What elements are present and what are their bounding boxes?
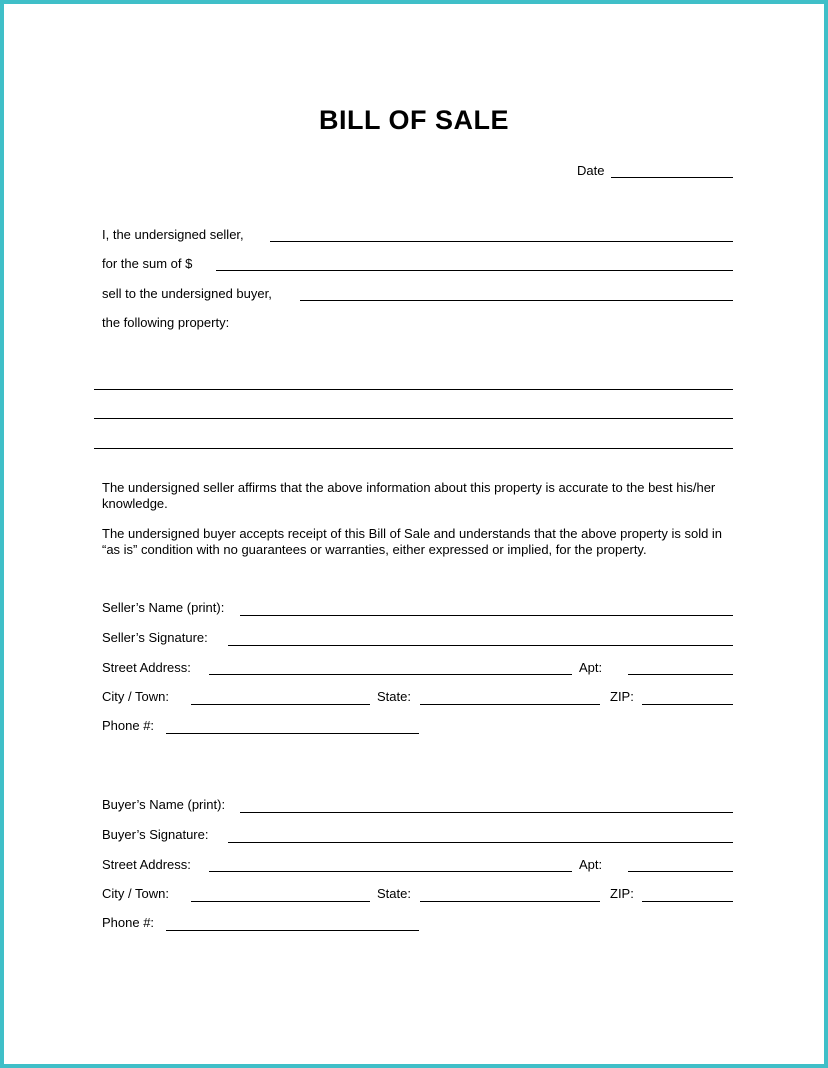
buyer-apt-label: Apt:: [579, 857, 603, 872]
seller-phone-label: Phone #:: [102, 718, 155, 733]
sum-field[interactable]: [216, 270, 733, 271]
seller-city-label: City / Town:: [102, 689, 169, 704]
property-label: the following property:: [102, 315, 230, 330]
page-title: BILL OF SALE: [318, 105, 509, 135]
date-field[interactable]: [611, 177, 733, 178]
buyer-phone-field[interactable]: [166, 930, 419, 931]
seller-signature-field[interactable]: [228, 645, 733, 646]
buyer-state-label: State:: [377, 886, 411, 901]
property-line-1[interactable]: [94, 389, 733, 390]
seller-state-field[interactable]: [420, 704, 600, 705]
seller-state-label: State:: [377, 689, 411, 704]
seller-apt-field[interactable]: [628, 674, 733, 675]
date-label: Date: [577, 163, 605, 178]
seller-affirmation: The undersigned seller affirms that the above information about this property is accurate to the best his/her knowledge.: [102, 480, 716, 511]
seller-zip-field[interactable]: [642, 704, 733, 705]
seller-signature-label: Seller’s Signature:: [102, 630, 208, 645]
seller-phone-field[interactable]: [166, 733, 419, 734]
seller-apt-label: Apt:: [579, 660, 603, 675]
seller-city-field[interactable]: [191, 704, 370, 705]
buyer-state-field[interactable]: [420, 901, 600, 902]
buyer-name-field[interactable]: [300, 300, 733, 301]
seller-street-label: Street Address:: [102, 660, 191, 675]
buyer-name-print-field[interactable]: [240, 812, 733, 813]
seller-name-field[interactable]: [270, 241, 733, 242]
buyer-apt-field[interactable]: [628, 871, 733, 872]
buyer-street-field[interactable]: [209, 871, 572, 872]
buyer-signature-label: Buyer’s Signature:: [102, 827, 209, 842]
seller-name-label: Seller’s Name (print):: [102, 600, 225, 615]
buyer-city-field[interactable]: [191, 901, 370, 902]
buyer-city-label: City / Town:: [102, 886, 169, 901]
buyer-intro-label: sell to the undersigned buyer,: [102, 286, 272, 301]
sum-label: for the sum of $: [102, 256, 193, 271]
property-line-2[interactable]: [94, 418, 733, 419]
buyer-zip-label: ZIP:: [610, 886, 634, 901]
seller-street-field[interactable]: [209, 674, 572, 675]
seller-zip-label: ZIP:: [610, 689, 634, 704]
buyer-phone-label: Phone #:: [102, 915, 155, 930]
buyer-acceptance: The undersigned buyer accepts receipt of this Bill of Sale and understands that the above property is sold in “as is” condition with no guarantees or warranties, either expressed or implied, for the property.: [102, 526, 723, 557]
buyer-signature-field[interactable]: [228, 842, 733, 843]
seller-intro-label: I, the undersigned seller,: [102, 227, 244, 242]
property-line-3[interactable]: [94, 448, 733, 449]
buyer-street-label: Street Address:: [102, 857, 191, 872]
buyer-zip-field[interactable]: [642, 901, 733, 902]
buyer-name-label: Buyer’s Name (print):: [102, 797, 226, 812]
seller-name-print-field[interactable]: [240, 615, 733, 616]
